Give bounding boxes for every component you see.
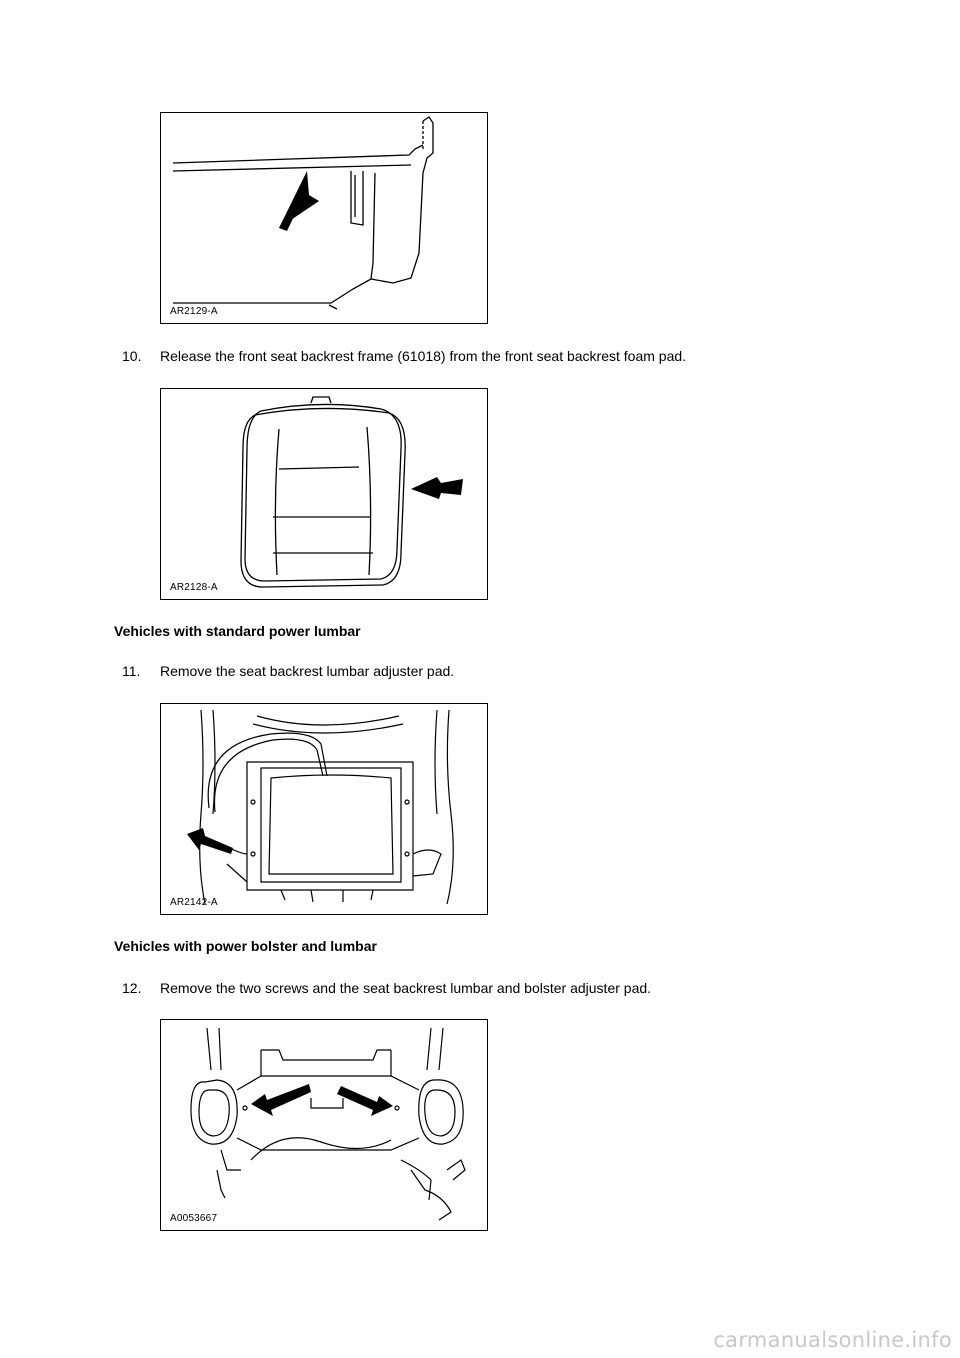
figure-label: A0053667	[170, 1213, 218, 1224]
left-arrow-icon	[251, 1084, 311, 1116]
figure-label: AR2142-A	[170, 897, 218, 908]
figure-ar2128	[160, 388, 488, 600]
step-10	[122, 347, 686, 365]
step-12	[122, 979, 651, 997]
step-number: 10.	[122, 348, 142, 364]
seat-cushion-illustration	[161, 113, 487, 323]
step-text: Remove the two screws and the seat backrest lumbar and bolster adjuster pad.	[160, 980, 652, 996]
figure-label: AR2128-A	[170, 582, 218, 593]
step-text: Remove the seat backrest lumbar adjuster pad.	[160, 663, 455, 679]
figure-a0053667	[160, 1019, 488, 1231]
step-number: 12.	[122, 980, 142, 996]
section-heading-power-bolster-and-lumbar: Vehicles with power bolster and lumbar	[114, 938, 377, 954]
figure-label: AR2129-A	[170, 306, 218, 317]
step-11	[122, 662, 454, 680]
figure-ar2129	[160, 112, 488, 324]
arrow-icon	[411, 477, 463, 499]
figure-ar2142	[160, 703, 488, 915]
right-arrow-icon	[337, 1086, 393, 1116]
section-heading-standard-power-lumbar: Vehicles with standard power lumbar	[114, 623, 361, 639]
step-text: Release the front seat backrest frame (61018) from the front seat backrest foam pad.	[160, 348, 687, 364]
backrest-foam-pad-illustration	[161, 389, 487, 599]
bolster-adjuster-pad-illustration	[161, 1020, 487, 1230]
step-number: 11.	[122, 663, 141, 679]
arrow-icon	[187, 828, 233, 854]
watermark: carmanualsonline.info	[713, 1328, 952, 1352]
lumbar-adjuster-pad-illustration	[161, 704, 487, 914]
